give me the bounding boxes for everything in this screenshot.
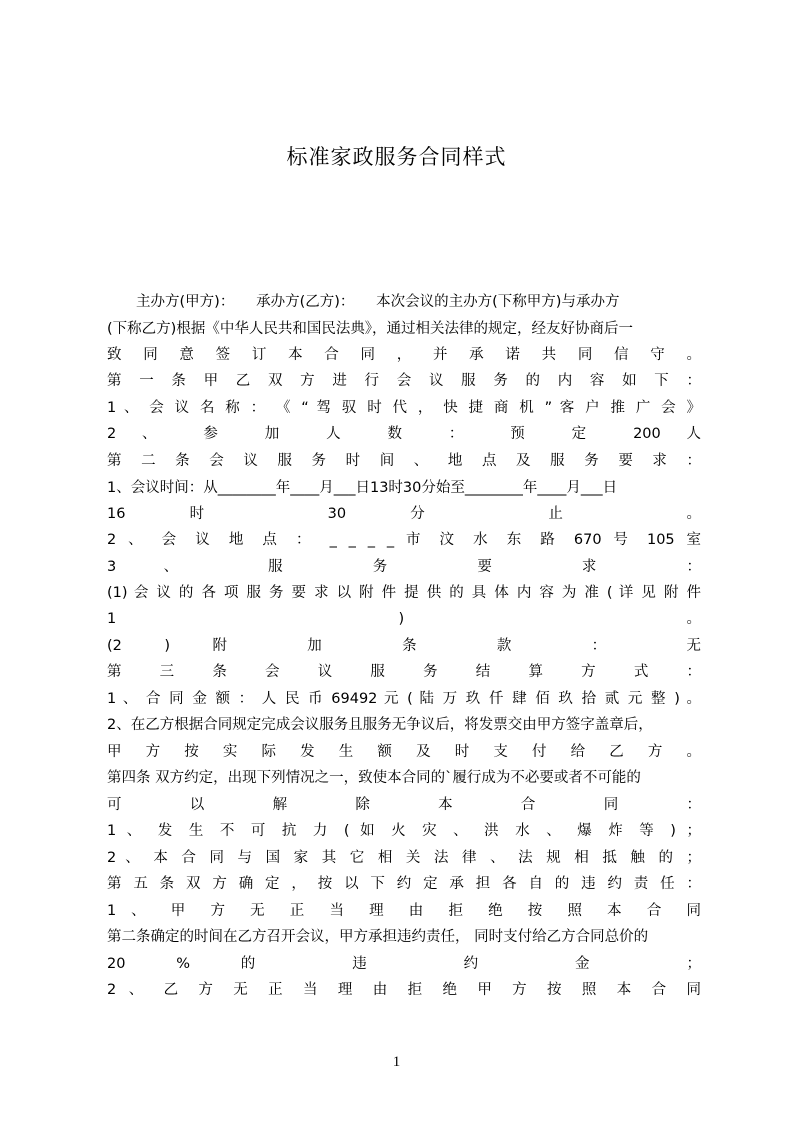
body-line: 3 、 服 务 要 求 ： [107, 559, 701, 575]
body-line: 2 、 会 议 地 点 ： _ _ _ _ 市 汶 水 东 路 670 号 105 室 [107, 532, 701, 548]
body-line: 第 一 条 甲 乙 双 方 进 行 会 议 服 务 的 内 容 如 下 ： [107, 373, 701, 389]
body-line: 第二条确定的时间在乙方召开会议，甲方承担违约责任， 同时支付给乙方合同总价的 [107, 929, 649, 945]
body-line: 1 ) 。 [107, 611, 701, 627]
body-line: 2 、 本 合 同 与 国 家 其 它 相 关 法 律 、 法 规 相 抵 触 的 ； [107, 850, 701, 866]
body-line: 2 、 参 加 人 数 ： 预 定 200 人 [107, 426, 701, 442]
body-line: 第 五 条 双 方 确 定 ， 按 以 下 约 定 承 担 各 自 的 违 约 责 任 ： [107, 876, 701, 892]
body-line: 第 二 条 会 议 服 务 时 间 、 地 点 及 服 务 要 求 ： [107, 453, 701, 469]
body-line: (2 ) 附 加 条 款 ： 无 [107, 638, 701, 654]
body-line: 甲 方 按 实 际 发 生 额 及 时 支 付 给 乙 方 。 [107, 744, 701, 760]
body-line: 1 、 甲 方 无 正 当 理 由 拒 绝 按 照 本 合 同 [107, 903, 701, 919]
body-line: 第 三 条 会 议 服 务 结 算 方 式 ： [107, 664, 701, 680]
document-title: 标准家政服务合同样式 [286, 145, 507, 169]
page-number: 1 [392, 1054, 401, 1070]
body-line: 1 、 发 生 不 可 抗 力 ( 如 火 灾 、 洪 水 、 爆 炸 等 ) ； [107, 823, 701, 839]
body-line: 1、会议时间：从________年____月___日13时30分始至________年____月___日 [107, 480, 618, 496]
body-line: 第四条 双方约定，出现下列情况之一，致使本合同的`履行成为不必要或者不可能的 [107, 770, 641, 786]
body-line: 致 同 意 签 订 本 合 同 ， 并 承 诺 共 同 信 守 。 [107, 347, 701, 363]
body-line: 可 以 解 除 本 合 同 ： [107, 797, 701, 813]
body-line: 1 、 合 同 金 额 ： 人 民 币 69492 元 ( 陆 万 玖 仟 肆 佰 玖 拾 贰 元 整 ) 。 [107, 691, 701, 707]
body-line: 2 、 乙 方 无 正 当 理 由 拒 绝 甲 方 按 照 本 合 同 [107, 982, 701, 998]
body-line: (1) 会 议 的 各 项 服 务 要 求 以 附 件 提 供 的 具 体 内 容 为 准 ( 详 见 附 件 [107, 585, 701, 601]
body-line: (下称乙方)根据《中华人民共和国民法典》，通过相关法律的规定，经友好协商后一 [107, 321, 634, 337]
body-line: 16 时 30 分 止 。 [107, 506, 701, 522]
body-line: 2、在乙方根据合同规定完成会议服务且服务无争议后，将发票交由甲方签字盖章后， [107, 717, 653, 733]
body-line: 20 % 的 违 约 金 ； [107, 956, 701, 972]
body-line: 主办方(甲方)： 承办方(乙方)： 本次会议的主办方(下称甲方)与承办方 [107, 294, 620, 310]
body-line: 1 、 会 议 名 称 ： 《 “ 驾 驭 时 代 ， 快 捷 商 机 ” 客 户 推 广 会 》 [107, 400, 701, 416]
